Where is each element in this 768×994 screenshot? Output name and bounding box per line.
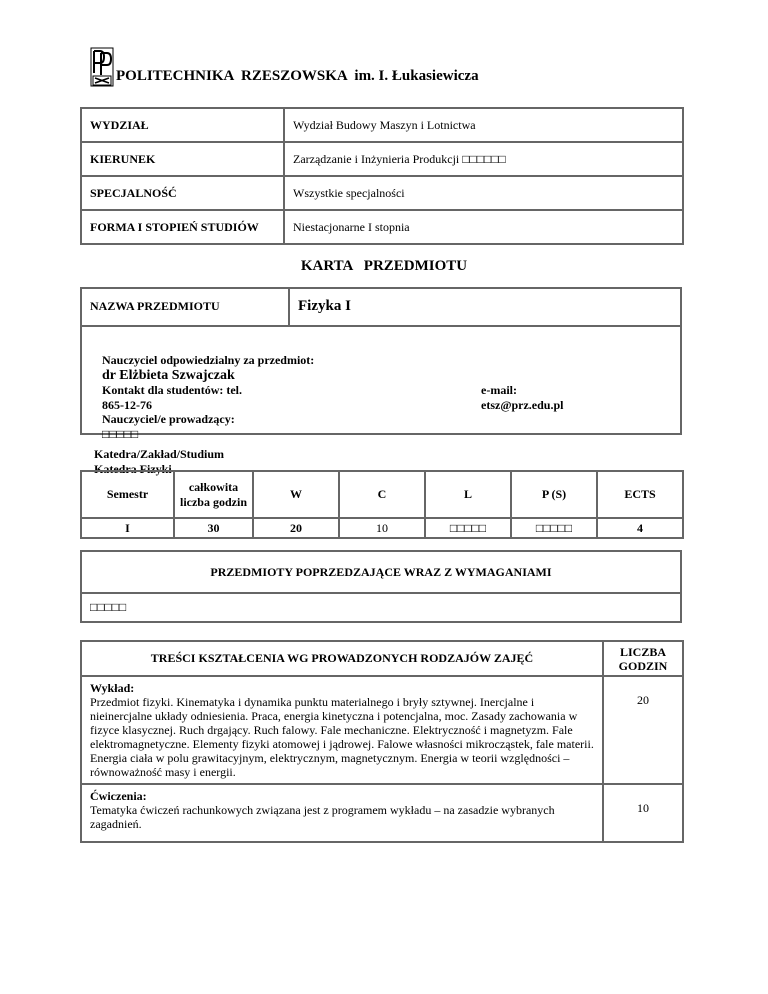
department-value: Katedra Fizyki <box>94 462 172 476</box>
total-hours-value: 30 <box>174 518 253 538</box>
lecturers-value: □□□□□ <box>102 427 139 441</box>
total-hours-header: całkowita liczba godzin <box>174 471 253 518</box>
exercises-title: Ćwiczenia: <box>90 789 147 803</box>
table-row <box>81 108 683 142</box>
table-header-row <box>81 471 683 518</box>
exercises-header: C <box>339 471 425 518</box>
phone-value: 865-12-76 <box>102 398 152 412</box>
specialization-value: Wszystkie specjalności <box>284 176 683 210</box>
semester-table <box>80 470 684 539</box>
table-row <box>81 518 683 538</box>
university-logo-icon <box>90 47 114 87</box>
specialization-label: SPECJALNOŚĆ <box>81 176 284 210</box>
faculty-info-table <box>80 107 684 245</box>
exercises-hours: 10 <box>603 784 683 842</box>
semester-value: I <box>81 518 174 538</box>
faculty-value: Wydział Budowy Maszyn i Lotnictwa <box>284 108 683 142</box>
lecture-header: W <box>253 471 339 518</box>
email-line <box>469 368 564 428</box>
table-row <box>81 676 683 784</box>
prerequisites-heading: PRZEDMIOTY POPRZEDZAJĄCE WRAZ Z WYMAGANIAMI <box>82 552 680 594</box>
project-value: □□□□□ <box>511 518 597 538</box>
teacher-name: dr Elżbieta Szwajczak <box>102 368 235 383</box>
department-label: Katedra/Zakład/Studium <box>94 447 225 461</box>
subject-name-label: NAZWA PRZEDMIOTU <box>90 299 220 313</box>
teacher-label: Nauczyciel odpowiedzialny za przedmiot: <box>102 353 315 367</box>
table-row <box>81 784 683 842</box>
content-table <box>80 640 684 843</box>
table-row <box>81 210 683 244</box>
lab-value: □□□□□ <box>425 518 511 538</box>
exercises-topics <box>81 784 603 842</box>
hours-heading: LICZBA GODZIN <box>603 641 683 676</box>
lecture-title: Wykład: <box>90 681 135 695</box>
semester-header: Semestr <box>81 471 174 518</box>
prerequisites-box <box>80 550 682 623</box>
lecture-value: 20 <box>253 518 339 538</box>
study-form-label: FORMA I STOPIEŃ STUDIÓW <box>81 210 284 244</box>
exercises-description: Tematyka ćwiczeń rachunkowych związana jest z programem wykładu – na zasadzie wybranych zagadnień. <box>90 803 555 831</box>
table-row <box>81 142 683 176</box>
field-of-study-label: KIERUNEK <box>81 142 284 176</box>
prerequisites-value: □□□□□ <box>90 600 127 614</box>
lecture-description: Przedmiot fizyki. Kinematyka i dynamika punktu materialnego i bryły sztywnej. Inercjalne i nieinercjalne układy odniesienia. Praca, energia kinetyczna i potencjalna, moc. Zasady zachowania w fizyce klasycznej. Ruch drgający. Ruch falowy. Fale mechaniczne. Elektryczność i magnetyzm. Fale elektromagnetyczne. Elementy fizyki atomowej i jądrowej. Falowe własności mikrocząstek, fale materii. Energia ciała w polu grawitacyjnym, elektrycznym, magnetycznym. Energia w teorii względności – równoważność masy i energii. <box>90 695 594 779</box>
faculty-label: WYDZIAŁ <box>81 108 284 142</box>
content-heading: TREŚCI KSZTAŁCENIA WG PROWADZONYCH RODZAJÓW ZAJĘĆ <box>81 641 603 676</box>
study-form-value: Niestacjonarne I stopnia <box>284 210 683 244</box>
ects-header: ECTS <box>597 471 683 518</box>
project-header: P (S) <box>511 471 597 518</box>
email-label: e-mail: <box>481 383 517 397</box>
ects-value: 4 <box>597 518 683 538</box>
divider <box>288 289 290 325</box>
subject-name-row <box>82 289 680 327</box>
card-title: KARTA PRZEDMIOTU <box>300 258 468 274</box>
lecturers-label: Nauczyciel/e prowadzący: <box>102 412 235 426</box>
email-value: etsz@prz.edu.pl <box>481 398 564 412</box>
subject-name-value: Fizyka I <box>298 298 351 314</box>
lecture-hours: 20 <box>603 676 683 784</box>
contact-label: Kontakt dla studentów: tel. <box>102 383 243 397</box>
university-name: POLITECHNIKA RZESZOWSKA im. I. Łukasiewicza <box>116 68 479 84</box>
lab-header: L <box>425 471 511 518</box>
table-header-row <box>81 641 683 676</box>
field-of-study-value: Zarządzanie i Inżynieria Produkcji □□□□□□ <box>284 142 683 176</box>
table-row <box>81 176 683 210</box>
subject-box <box>80 287 682 441</box>
lecture-topics <box>81 676 603 784</box>
exercises-value: 10 <box>339 518 425 538</box>
